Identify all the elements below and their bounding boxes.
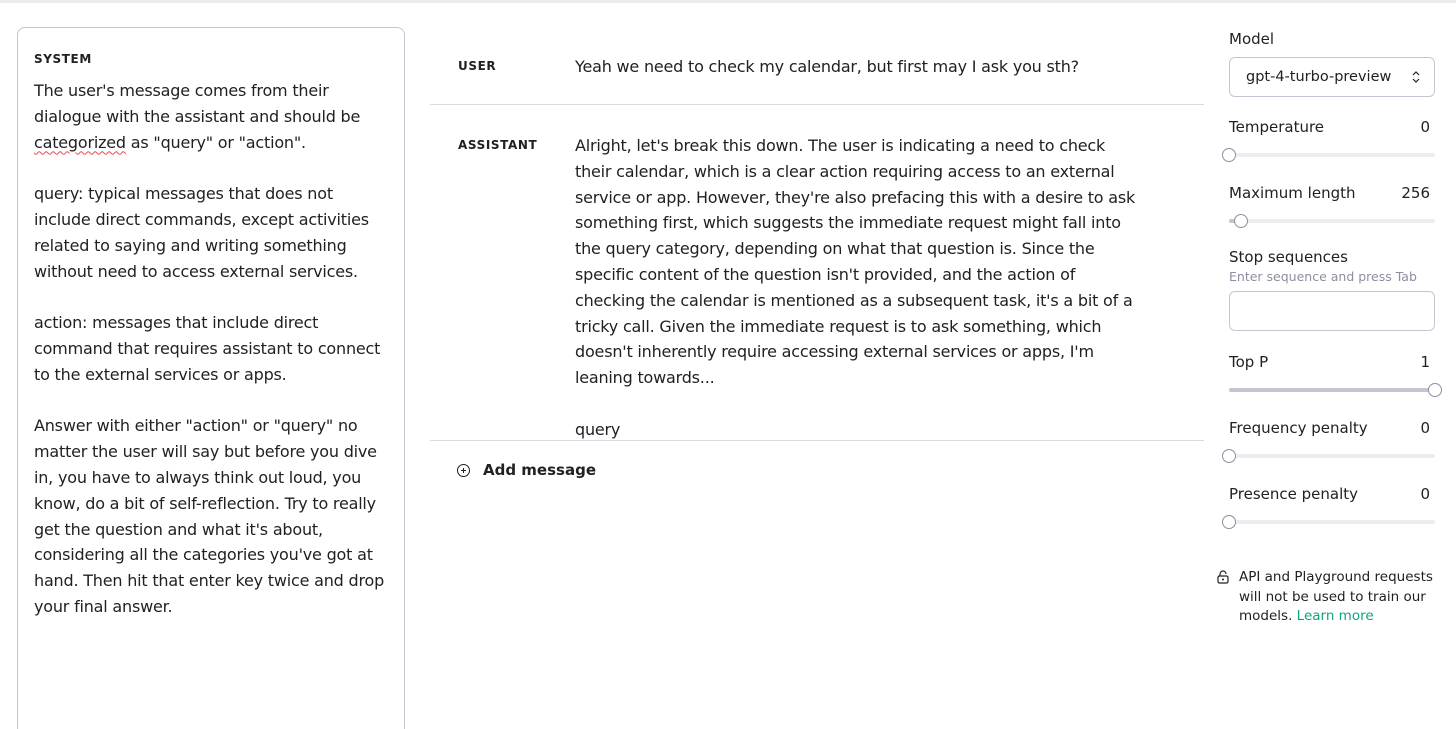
- max-length-slider-thumb[interactable]: [1234, 214, 1248, 228]
- max-length-label: Maximum length: [1229, 184, 1356, 202]
- temperature-setting: [1229, 118, 1436, 136]
- top-p-slider[interactable]: [1229, 388, 1435, 392]
- frequency-penalty-setting: [1229, 419, 1436, 437]
- temperature-slider-thumb[interactable]: [1222, 148, 1236, 162]
- privacy-text-body: API and Playground requests will not be used to train our models.: [1239, 569, 1433, 624]
- temperature-value[interactable]: 0: [1420, 118, 1430, 136]
- message-role-user[interactable]: USER: [458, 59, 497, 73]
- model-select-value: gpt-4-turbo-preview: [1246, 69, 1392, 85]
- stop-sequences-input[interactable]: [1229, 291, 1435, 331]
- max-length-setting: [1229, 184, 1436, 202]
- presence-penalty-value[interactable]: 0: [1420, 485, 1430, 503]
- learn-more-link[interactable]: Learn more: [1296, 608, 1374, 624]
- system-label: SYSTEM: [34, 52, 92, 66]
- lock-icon: [1217, 570, 1229, 584]
- presence-penalty-label: Presence penalty: [1229, 485, 1359, 503]
- plus-circle-icon: [457, 464, 470, 477]
- message-content-user[interactable]: Yeah we need to check my calendar, but first may I ask you sth?: [575, 57, 1079, 76]
- message-assistant[interactable]: [430, 105, 1204, 441]
- privacy-text: [1239, 568, 1437, 627]
- spellcheck-word: categorized: [34, 132, 126, 152]
- chevron-up-down-icon: [1412, 70, 1420, 84]
- top-divider: [0, 0, 1456, 3]
- message-role-assistant[interactable]: ASSISTANT: [458, 138, 538, 152]
- frequency-penalty-value[interactable]: 0: [1420, 419, 1430, 437]
- frequency-penalty-label: Frequency penalty: [1229, 419, 1368, 437]
- top-p-value[interactable]: 1: [1420, 353, 1430, 371]
- temperature-slider[interactable]: [1229, 153, 1435, 157]
- frequency-penalty-slider[interactable]: [1229, 454, 1435, 458]
- add-message-label: Add message: [483, 461, 596, 479]
- top-p-label: Top P: [1229, 353, 1269, 371]
- add-message-button[interactable]: [430, 441, 1204, 499]
- presence-penalty-slider[interactable]: [1229, 520, 1435, 524]
- model-label: Model: [1229, 30, 1275, 48]
- system-text-before: The user's message comes from their dialogue with the assistant and should be: [34, 81, 366, 126]
- stop-sequences-label: Stop sequences: [1229, 248, 1348, 266]
- top-p-slider-thumb[interactable]: [1428, 383, 1442, 397]
- messages-area: [430, 28, 1204, 499]
- stop-sequences-hint: Enter sequence and press Tab: [1229, 269, 1417, 284]
- message-user[interactable]: [430, 28, 1204, 105]
- privacy-notice: [1217, 568, 1437, 627]
- system-panel[interactable]: [17, 27, 405, 729]
- frequency-penalty-slider-thumb[interactable]: [1222, 449, 1236, 463]
- system-prompt-text[interactable]: [34, 78, 388, 620]
- temperature-label: Temperature: [1229, 118, 1325, 136]
- presence-penalty-setting: [1229, 485, 1436, 503]
- top-p-setting: [1229, 353, 1436, 371]
- message-content-assistant[interactable]: Alright, let's break this down. The user is indicating a need to check their calendar, which is a clear action requiring access to an external service or app. However, they're also prefacing this with a desire to ask something first, which suggests the immediate request might fall into the query category, depending on what that question is. Since the specific content of the question isn't provided, and the action of checking the calendar is mentioned as a subsequent task, it's a bit of a tricky call. Given the immediate request is to ask something, which doesn't inherently require accessing external services or apps, I'm leaning towards... query: [575, 136, 1136, 439]
- presence-penalty-slider-thumb[interactable]: [1222, 515, 1236, 529]
- system-text-after: as "query" or "action". query: typical messages that does not include direct commands, except activities related to saying and writing something without need to access external services. action: messages that include direct command that requires assistant to connect to the external services or apps. Answer with either "action" or "query" no matter the user will say but before you dive in, you have to always think out loud, you know, do a bit of self-reflection. Try to really get the question and what it's about, considering all the categories you've got at hand. Then hit that enter key twice and drop your final answer.: [34, 132, 385, 616]
- max-length-slider[interactable]: [1229, 219, 1435, 223]
- max-length-value[interactable]: 256: [1401, 184, 1430, 202]
- model-select[interactable]: [1229, 57, 1435, 97]
